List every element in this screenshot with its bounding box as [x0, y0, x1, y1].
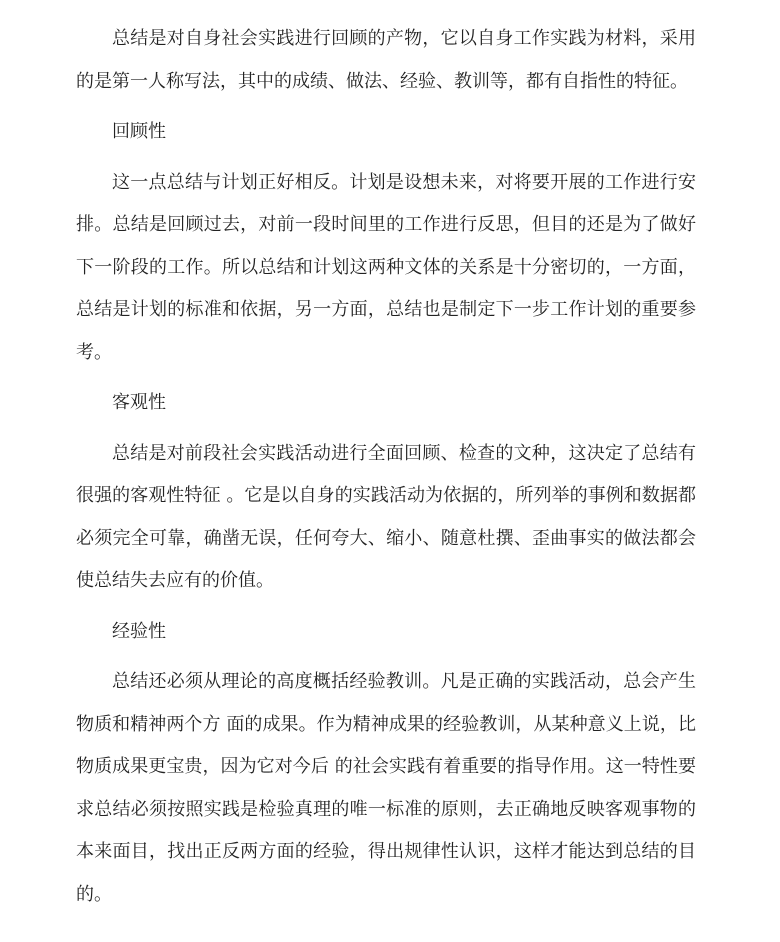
intro-paragraph: 总结是对自身社会实践进行回顾的产物，它以自身工作实践为材料，采用的是第一人称写法，其中的成绩、做法、经验、教训等，都有自指性的特征。 [76, 28, 696, 92]
document-page [76, 18, 696, 916]
section-body-review: 这一点总结与计划正好相反。计划是设想未来，对将要开展的工作进行安排。总结是回顾过去，对前一段时间里的工作进行反思，但目的还是为了做好下一阶段的工作。所以总结和计划这两种文体的关系是十分密切的，一方面，总结是计划的标准和依据，另一方面，总结也是制定下一步工作计划的重要参考。 [76, 171, 696, 363]
section-heading-review: 回顾性 [112, 121, 166, 142]
section-body-objectivity: 总结是对前段社会实践活动进行全面回顾、检查的文种，这决定了总结有很强的客观性特征 。它是以自身的实践活动为依据的，所列举的事例和数据都必须完全可靠，确凿无误，任何夸大、缩小、随意杜撰、歪曲事实的做法都会使总结失去应有的价值。 [76, 442, 696, 591]
section-heading-experience: 经验性 [112, 620, 166, 642]
section-body-experience: 总结还必须从理论的高度概括经验教训。凡是正确的实践活动，总会产生物质和精神两个方 面的成果。作为精神成果的经验教训，从某种意义上说，比物质成果更宝贵，因为它对今后 的社会实践有着重要的指导作用。这一特性要求总结必须按照实践是检验真理的唯一标准的原则，去正确地反映客观事物的本来面目，找出正反两方面的经验，得出规律性认识，这样才能达到总结的目的。 [76, 671, 696, 905]
section-heading-objectivity: 客观性 [112, 392, 166, 413]
